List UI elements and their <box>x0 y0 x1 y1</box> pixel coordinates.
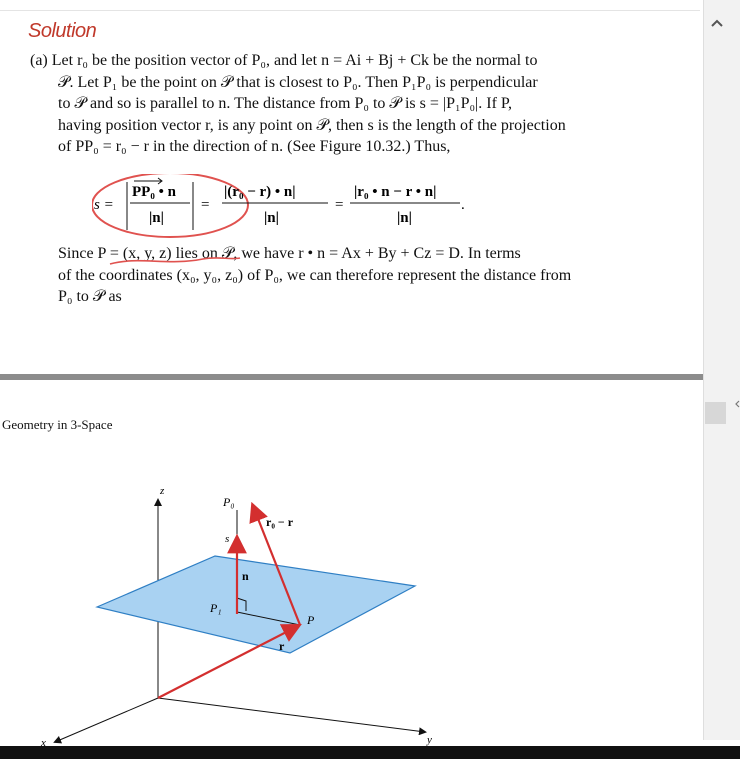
label-r: r <box>279 639 285 653</box>
bottom-bar <box>0 746 740 759</box>
page-divider <box>0 374 703 380</box>
text-line: having position vector r, is any point on 𝒫, then s is the length of the projection <box>58 116 566 134</box>
term3-denominator: |n| <box>397 210 412 226</box>
term1-numerator: PP₀ • n <box>132 184 176 200</box>
term2-denominator: |n| <box>264 210 279 226</box>
text-line: (a) Let r₀ be the position vector of P₀, and let n = Ai + Bj + Ck be the normal to <box>30 52 538 69</box>
label-n: n <box>242 569 249 583</box>
label-p: P <box>307 613 315 627</box>
scrollbar-thumb[interactable] <box>705 402 726 424</box>
top-bar <box>0 0 700 11</box>
label-y: y <box>427 734 432 746</box>
solution-heading: Solution <box>28 20 97 42</box>
plane <box>97 556 415 653</box>
label-p1: P₁ <box>210 601 222 615</box>
figure-3d-plane <box>0 470 703 746</box>
formula-period: . <box>461 197 465 213</box>
x-axis <box>55 698 158 742</box>
label-s: s <box>225 533 230 545</box>
text-line: to 𝒫 and so is parallel to n. The distance from P₀ to 𝒫 is s = |P₁P₀|. If P, <box>58 95 513 112</box>
equals-sign: = <box>201 197 210 213</box>
text-line: of PP₀ = r₀ − r in the direction of n. (See Figure 10.32.) Thus, <box>58 138 451 155</box>
right-panel <box>703 0 740 740</box>
term1-denominator: |n| <box>149 210 164 226</box>
text-line: 𝒫. Let P₁ be the point on 𝒫 that is closest to P₀. Then P₁P₀ is perpendicular <box>58 73 538 91</box>
strike-scribble <box>108 250 243 270</box>
formula-s: s = <box>94 197 114 213</box>
page-header-caption: Geometry in 3-Space <box>2 417 113 432</box>
label-z: z <box>160 485 165 497</box>
label-r0-minus-r: r₀ − r <box>266 515 294 529</box>
equals-sign: = <box>335 197 344 213</box>
distance-formula <box>92 174 492 244</box>
label-x: x <box>41 737 46 746</box>
text-line: Since P = (x, y, z) lies on 𝒫, we have r • n = Ax + By + Cz = D. In terms <box>58 245 521 262</box>
paragraph-a <box>30 50 640 158</box>
scroll-up-button[interactable] <box>708 14 726 32</box>
term2-numerator: |(r₀ − r) • n| <box>224 184 296 200</box>
text-line: P₀ to 𝒫 as <box>58 288 122 305</box>
label-p0: P₀ <box>223 495 235 509</box>
chevron-up-icon <box>710 18 724 28</box>
edge-arrow-icon <box>735 400 740 408</box>
text-line: of the coordinates (x₀, y₀, z₀) of P₀, we can therefore represent the distance from <box>58 266 572 284</box>
term3-numerator: |r₀ • n − r • n| <box>354 184 437 200</box>
y-axis <box>158 698 425 732</box>
